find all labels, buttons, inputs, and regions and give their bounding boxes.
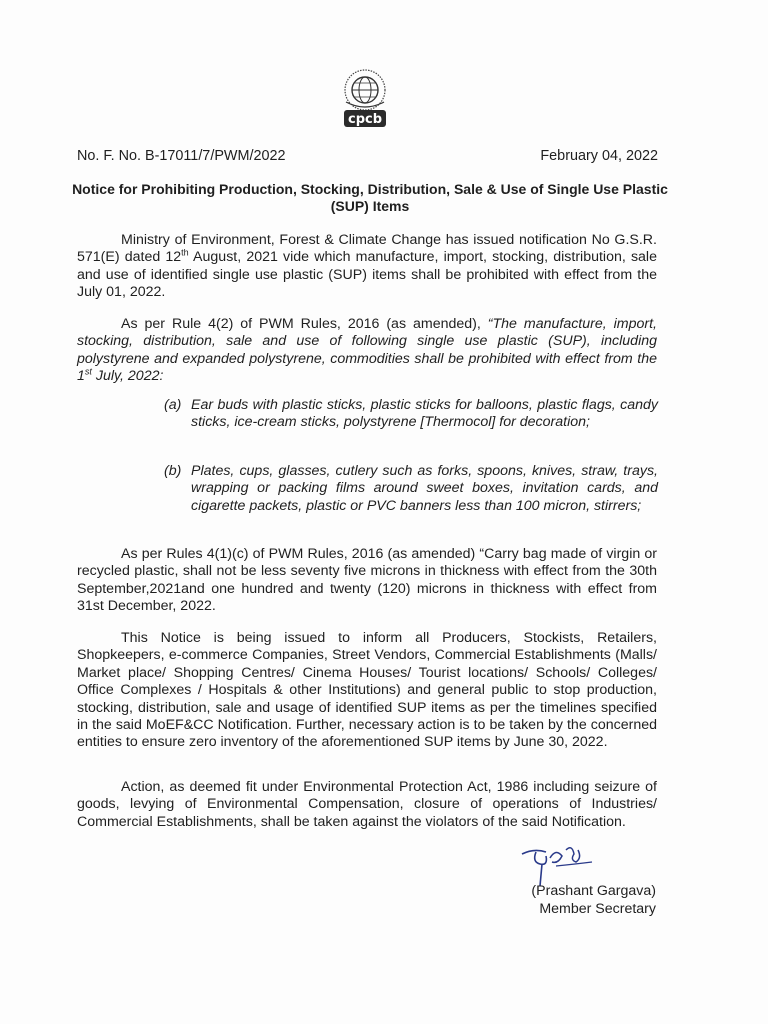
paragraph-notice-purpose: This Notice is being issued to inform all Producers, Stockists, Retailers, Shopkeepers, e-commerce Companies, Street Vendors, Commercial Establishments (Malls/ Market place/ Shopping Centres/ Cinema Houses/ Tourist locations/ Schools/ Colleges/ Office Complexes / Hospitals & other Institutions) and general public to stop production, stocking, distribution, sale and usage of identified SUP items as per the timelines specified in the said MoEF&CC Notification. Further, necessary action is to be taken by the concerned entities to ensure zero inventory of the aforementioned SUP items by June 30, 2022. — [77, 630, 657, 751]
paragraph-notification: Ministry of Environment, Forest & Climate Change has issued notification No G.S.R. 571(E) dated 12th August, 2021 vide which manufacture, import, stocking, distribution, sale and use of identified single use plastic (SUP) items shall be prohibited with effect from the July 01, 2022. — [77, 232, 657, 301]
paragraph-rule-4-2: As per Rule 4(2) of PWM Rules, 2016 (as amended), “The manufacture, import, stocking, distribution, sale and use of following single use plastic (SUP), including polystyrene and expanded polystyrene, commodities shall be prohibited with effect from the 1st July, 2022: — [77, 316, 657, 385]
signatory-name: (Prashant Gargava) — [531, 883, 656, 899]
notice-date: February 04, 2022 — [540, 148, 658, 164]
list-item-b: (b) Plates, cups, glasses, cutlery such as forks, spoons, knives, straw, trays, wrapping or packing films around sweet boxes, invitation cards, and cigarette packets, plastic or PVC banners less than 100 micron, stirrers; — [164, 463, 658, 514]
list-item-a: (a) Ear buds with plastic sticks, plastic sticks for balloons, plastic flags, candy sticks, ice-cream sticks, polystyrene [Thermocol] for decoration; — [164, 397, 658, 431]
signatory-designation: Member Secretary — [539, 901, 656, 917]
paragraph-carry-bag: As per Rules 4(1)(c) of PWM Rules, 2016 (as amended) “Carry bag made of virgin or recycled plastic, shall not be less seventy five microns in thickness with effect from the 30th September,2021and one hundred and twenty (120) microns in thickness with effect from 31st December, 2022. — [77, 546, 657, 615]
cpcb-logo — [332, 66, 398, 132]
svg-text:cpcb: cpcb — [347, 112, 383, 127]
paragraph-action: Action, as deemed fit under Environmental Protection Act, 1986 including seizure of goods, levying of Environmental Compensation, closure of operations of Industries/ Commercial Establishments, shall be taken against the violators of the said Notification. — [77, 779, 657, 830]
reference-line — [77, 148, 658, 164]
reference-number: No. F. No. B-17011/7/PWM/2022 — [77, 148, 286, 164]
rule-quote: “The manufacture, import, stocking, distribution, sale and use of following single use plastic (SUP), including polystyrene and expanded polystyrene, commodities shall be prohibited with effect from the 1st July, 2022: — [77, 316, 657, 385]
notice-title: Notice for Prohibiting Production, Stocking, Distribution, Sale & Use of Single Use Plastic (SUP) Items — [72, 181, 668, 214]
signature-block — [531, 882, 656, 918]
